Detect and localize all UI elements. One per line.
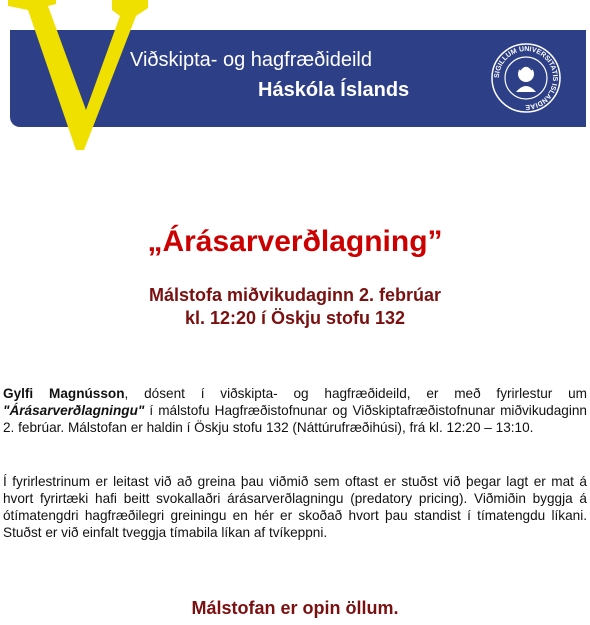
v-logo-icon	[8, 0, 148, 150]
lecture-topic: "Árásarverðlagningu"	[3, 403, 145, 418]
speaker-name: Gylfi Magnússon	[3, 386, 125, 401]
department-name: Viðskipta- og hagfræðideild	[130, 49, 373, 71]
event-subtitle	[0, 284, 590, 330]
event-title: „Árásarverðlagning”	[147, 225, 443, 258]
seal-text: SIGILLUM UNIVERSITATIS ISLANDIAE	[493, 45, 559, 111]
university-name: Háskóla Íslands	[258, 79, 410, 101]
abstract-paragraph: Í fyrirlestrinum er leitast við að greina þau viðmið sem oftast er stuðst við þegar lagt er mat á hvort fyrirtæki hafi beitt svokallaðri árásarverðlagningu (predatory pricing). Viðmiðin byggja á ótímatengdri hagfræðilegri greiningu en hér er skoðað hvort þau standist í tímatengdu líkani. Stuðst er við einfalt tveggja tímabila líkan af tvíkeppni.	[3, 474, 587, 540]
event-time-location: kl. 12:20 í Öskju stofu 132	[184, 308, 406, 328]
intro-text-rest: í málstofu Hagfræðistofnunar og Viðskiptafræðistofnunar miðvikudaginn 2. febrúar. Málstofan er haldin í Öskju stofu 132 (Náttúrufræðihúsi), frá kl. 12:20 – 13:10.	[3, 403, 587, 435]
closing-note: Málstofan er opin öllum.	[191, 598, 399, 618]
university-seal-icon	[490, 42, 562, 114]
event-date: Málstofa miðvikudaginn 2. febrúar	[148, 285, 442, 305]
intro-text: , dósent í viðskipta- og hagfræðideild, er með fyrirlestur um	[124, 386, 587, 401]
intro-paragraph	[3, 385, 587, 436]
